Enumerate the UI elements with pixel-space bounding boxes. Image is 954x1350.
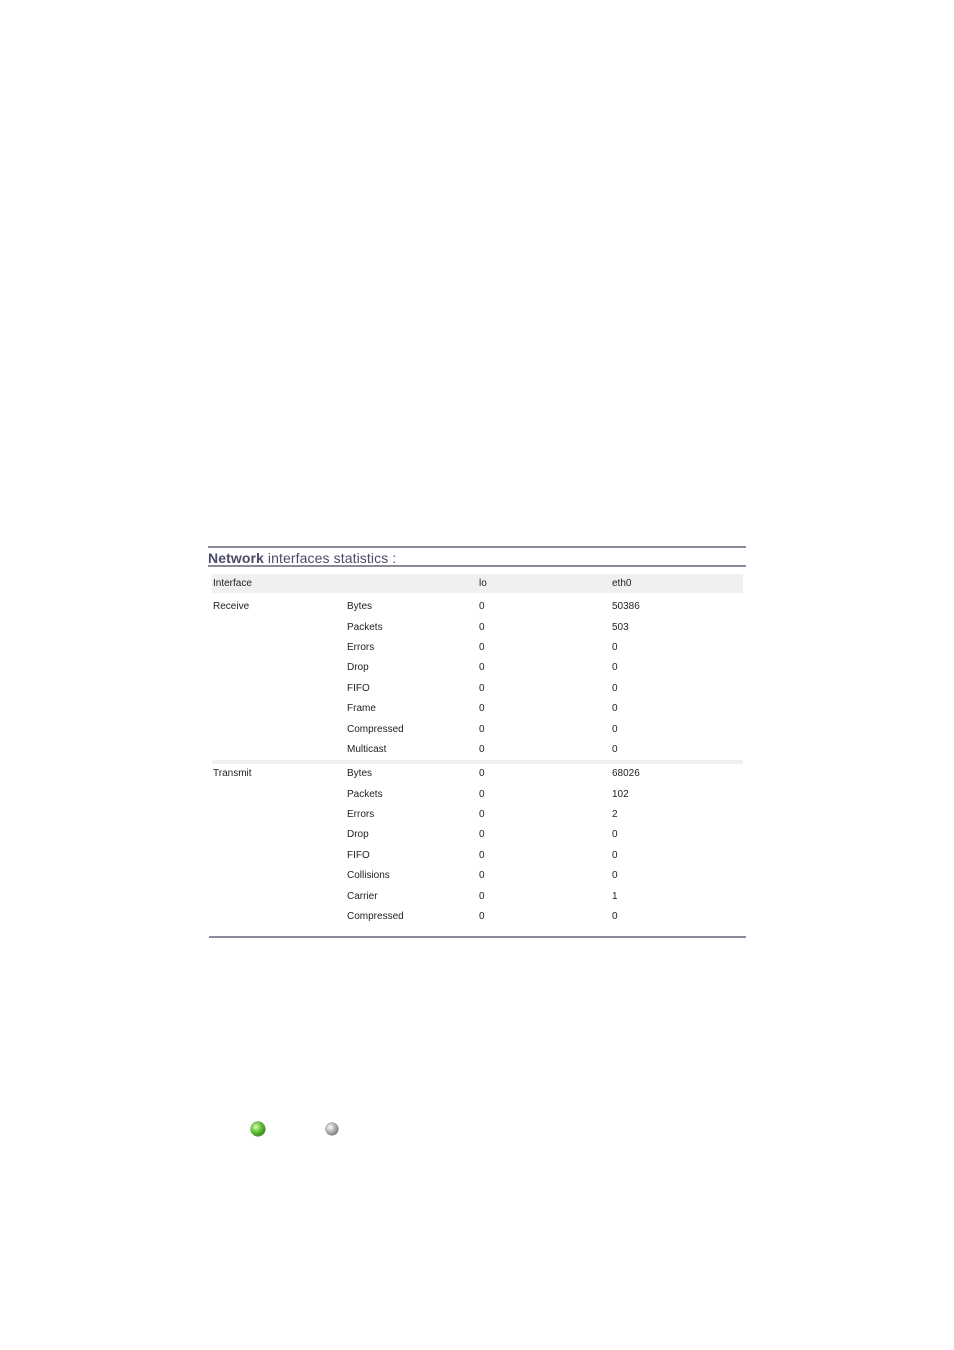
section-label: [212, 805, 346, 825]
stat-lo-value: 0: [479, 849, 485, 861]
header-eth0: eth0: [611, 574, 743, 593]
stat-name: Compressed: [347, 723, 404, 735]
stat-name: Packets: [347, 788, 383, 800]
section-label: Receive: [213, 601, 250, 613]
table-row: [212, 699, 743, 719]
stat-eth0-value: 503: [612, 621, 629, 633]
stat-name: Drop: [347, 829, 369, 841]
stat-lo-value: 0: [479, 621, 485, 633]
table-row: [212, 679, 743, 699]
table-row: [212, 785, 743, 805]
table-row: [212, 617, 743, 637]
stat-name: FIFO: [347, 682, 370, 694]
stat-lo-value: 0: [479, 641, 485, 653]
section-label: [212, 679, 346, 699]
green-led-icon: [251, 1122, 265, 1136]
table-row: [212, 719, 743, 739]
section-label: [212, 866, 346, 886]
stat-eth0-value: 0: [612, 662, 618, 674]
stat-name: Frame: [347, 703, 376, 715]
table-row: [212, 740, 743, 760]
panel-title: [208, 550, 396, 566]
header-blank: [346, 574, 478, 593]
stat-eth0-value: 0: [612, 911, 618, 923]
section-label: [212, 658, 346, 678]
stat-name: Errors: [347, 641, 375, 653]
stat-eth0-value: 2: [612, 809, 618, 821]
table-row: [212, 805, 743, 825]
stat-name: Bytes: [347, 768, 373, 780]
stat-lo-value: 0: [479, 788, 485, 800]
stat-eth0-value: 68026: [612, 768, 640, 780]
table-row: [212, 825, 743, 845]
stat-name: Bytes: [347, 601, 373, 613]
stat-name: Drop: [347, 662, 369, 674]
stat-eth0-value: 0: [612, 829, 618, 841]
stat-lo-value: 0: [479, 829, 485, 841]
section-label: [212, 825, 346, 845]
table-row: [212, 886, 743, 906]
table-header-row: [212, 574, 743, 593]
section-label: [212, 719, 346, 739]
table-row: [212, 658, 743, 678]
table-row: [212, 846, 743, 866]
interface-stats-table: [212, 574, 743, 927]
section-label: [212, 638, 346, 658]
stat-lo-value: 0: [479, 601, 485, 613]
stat-lo-value: 0: [479, 662, 485, 674]
stat-lo-value: 0: [479, 768, 485, 780]
stat-name: Packets: [347, 621, 383, 633]
stat-eth0-value: 0: [612, 849, 618, 861]
header-lo: lo: [478, 574, 611, 593]
stat-lo-value: 0: [479, 809, 485, 821]
stat-eth0-value: 0: [612, 703, 618, 715]
stat-lo-value: 0: [479, 723, 485, 735]
header-interface: Interface: [212, 574, 346, 593]
stat-lo-value: 0: [479, 911, 485, 923]
stat-lo-value: 0: [479, 890, 485, 902]
stat-eth0-value: 102: [612, 788, 629, 800]
table-row: [212, 907, 743, 927]
stat-name: Carrier: [347, 890, 378, 902]
stat-name: Compressed: [347, 911, 404, 923]
stat-eth0-value: 0: [612, 743, 618, 755]
panel-title-rest: interfaces statistics :: [263, 550, 397, 566]
section-label: [212, 886, 346, 906]
stat-lo-value: 0: [479, 743, 485, 755]
stat-lo-value: 0: [479, 682, 485, 694]
bottom-divider: [209, 936, 746, 938]
panel-title-bold: Network: [208, 550, 264, 566]
section-label: [212, 699, 346, 719]
table-row: [212, 597, 743, 617]
section-label: [212, 846, 346, 866]
stat-eth0-value: 0: [612, 723, 618, 735]
stat-lo-value: 0: [479, 703, 485, 715]
stat-eth0-value: 1: [612, 890, 618, 902]
section-label: Transmit: [213, 768, 252, 780]
section-label: [212, 785, 346, 805]
stat-name: Collisions: [347, 870, 390, 882]
grey-led-icon: [326, 1123, 338, 1135]
stat-name: FIFO: [347, 849, 370, 861]
table-row: [212, 638, 743, 658]
table-row: [212, 866, 743, 886]
stat-eth0-value: 0: [612, 682, 618, 694]
panel-title-bar: [208, 546, 746, 567]
stat-lo-value: 0: [479, 870, 485, 882]
stat-name: Multicast: [347, 743, 387, 755]
section-label: [212, 617, 346, 637]
network-statistics-panel: [208, 546, 746, 923]
section-label: [212, 907, 346, 927]
stat-name: Errors: [347, 809, 375, 821]
stat-eth0-value: 0: [612, 641, 618, 653]
table-row: [212, 764, 743, 784]
stat-eth0-value: 0: [612, 870, 618, 882]
stat-eth0-value: 50386: [612, 601, 640, 613]
section-label: [212, 740, 346, 760]
